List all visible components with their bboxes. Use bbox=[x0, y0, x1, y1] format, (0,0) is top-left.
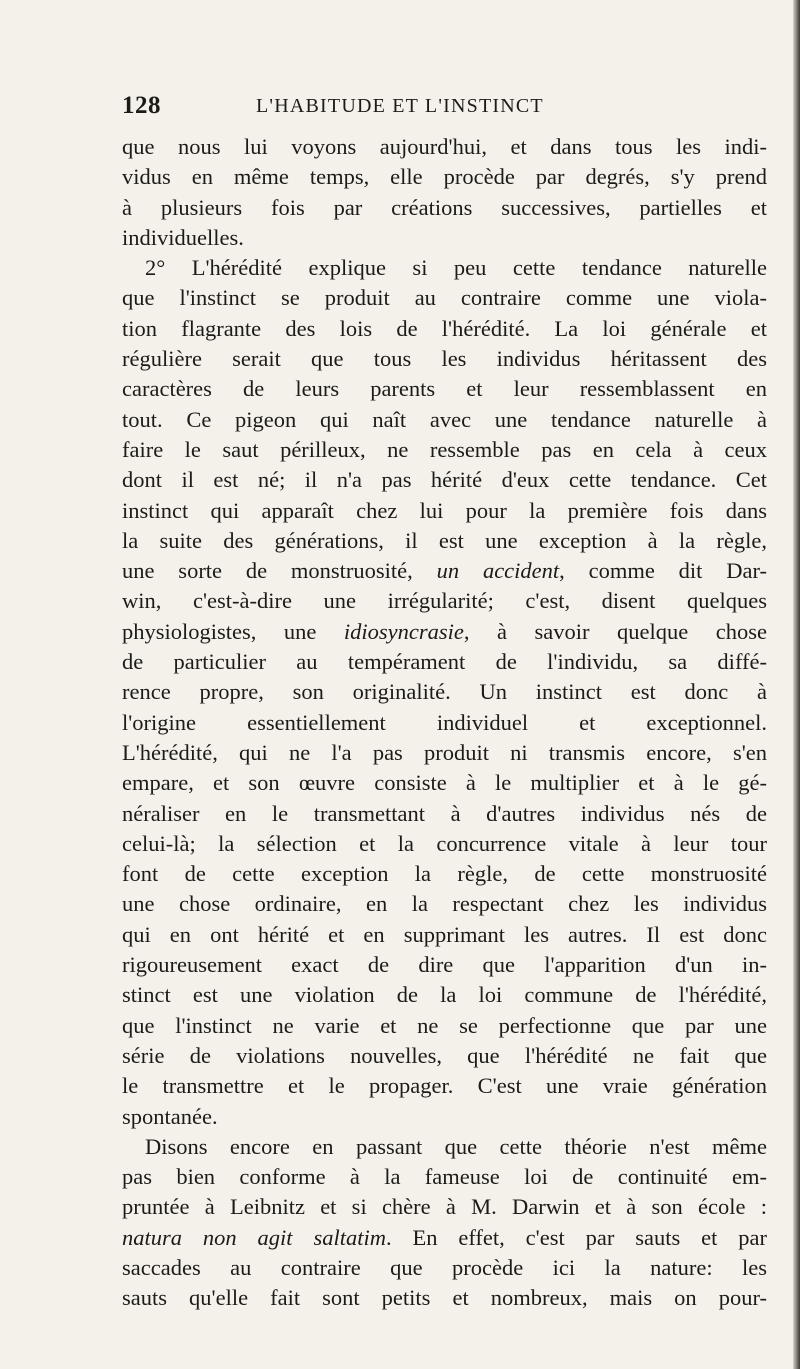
text-line: instinct qui apparaît chez lui pour la première fois dans bbox=[122, 497, 767, 523]
text-line: l'origine essentiellement individuel et exceptionnel. bbox=[122, 709, 767, 735]
text-line bbox=[122, 556, 767, 586]
text-line: que l'instinct se produit au contraire comme une viola- bbox=[122, 285, 767, 311]
body-text bbox=[122, 132, 767, 1314]
text-line: rigoureusement exact de dire que l'apparition d'un in- bbox=[122, 952, 767, 978]
text-line: win, c'est-à-dire une irrégularité; c'est, disent quelques bbox=[122, 588, 767, 614]
text-line: Disons encore en passant que cette théorie n'est même bbox=[145, 1133, 767, 1159]
text-line: le transmettre et le propager. C'est une vraie génération bbox=[122, 1073, 767, 1099]
text-line: dont il est né; il n'a pas hérité d'eux cette tendance. Cet bbox=[122, 467, 767, 493]
text-line: celui-là; la sélection et la concurrence vitale à leur tour bbox=[122, 830, 767, 856]
text-segment: . En effet, c'est par sauts et par bbox=[385, 1224, 767, 1250]
text-line: la suite des générations, il est une exception à la règle, bbox=[122, 527, 767, 553]
text-line: tout. Ce pigeon qui naît avec une tendance naturelle à bbox=[122, 406, 767, 432]
text-line: tion flagrante des lois de l'hérédité. La loi générale et bbox=[122, 315, 767, 341]
running-header bbox=[122, 92, 756, 122]
text-line: stinct est une violation de la loi commune de l'hérédité, bbox=[122, 982, 767, 1008]
text-line: 2° L'hérédité explique si peu cette tendance naturelle bbox=[145, 255, 767, 281]
page-edge-shadow bbox=[793, 0, 800, 1369]
text-line: que l'instinct ne varie et ne se perfectionne que par une bbox=[122, 1012, 767, 1038]
text-line: pruntée à Leibnitz et si chère à M. Darwin et à son école : bbox=[122, 1194, 767, 1220]
text-line: sauts qu'elle fait sont petits et nombreux, mais on pour- bbox=[122, 1285, 767, 1311]
text-segment: une sorte de monstruosité, bbox=[122, 558, 437, 584]
text-segment: , à savoir quelque chose bbox=[463, 618, 767, 644]
text-line bbox=[122, 617, 767, 647]
text-line: saccades au contraire que procède ici la nature: les bbox=[122, 1254, 767, 1280]
page-number: 128 bbox=[122, 92, 161, 119]
text-line: une chose ordinaire, en la respectant chez les individus bbox=[122, 891, 767, 917]
italic-text: un accident bbox=[436, 558, 560, 584]
italic-text: idiosyncrasie bbox=[343, 618, 464, 644]
running-title: L'HABITUDE ET L'INSTINCT bbox=[256, 95, 544, 117]
text-line: font de cette exception la règle, de cette monstruosité bbox=[122, 861, 767, 887]
text-line: individuelles. bbox=[122, 224, 244, 250]
text-line: pas bien conforme à la fameuse loi de continuité em- bbox=[122, 1164, 767, 1190]
text-line: de particulier au tempérament de l'individu, sa diffé- bbox=[122, 649, 767, 675]
text-line: spontanée. bbox=[122, 1103, 218, 1129]
text-line: L'hérédité, qui ne l'a pas produit ni transmis encore, s'en bbox=[122, 739, 767, 765]
text-line bbox=[122, 1223, 767, 1253]
text-line: empare, et son œuvre consiste à le multiplier et à le gé- bbox=[122, 770, 767, 796]
text-line: que nous lui voyons aujourd'hui, et dans tous les indi- bbox=[122, 134, 767, 159]
italic-text: natura non agit saltatim bbox=[122, 1224, 386, 1250]
text-line: rence propre, son originalité. Un instinct est donc à bbox=[122, 679, 767, 705]
text-line: à plusieurs fois par créations successives, partielles et bbox=[122, 194, 767, 220]
text-line: série de violations nouvelles, que l'hérédité ne fait que bbox=[122, 1042, 767, 1068]
text-line: néraliser en le transmettant à d'autres individus nés de bbox=[122, 800, 767, 826]
text-line: caractères de leurs parents et leur ressemblassent en bbox=[122, 376, 767, 402]
text-line: qui en ont hérité et en supprimant les autres. Il est donc bbox=[122, 921, 767, 947]
text-line: faire le saut périlleux, ne ressemble pas en cela à ceux bbox=[122, 436, 767, 462]
text-segment: physiologistes, une bbox=[122, 618, 344, 644]
text-segment: , comme dit Dar- bbox=[559, 558, 768, 584]
text-line: vidus en même temps, elle procède par degrés, s'y prend bbox=[122, 164, 767, 190]
text-line: régulière serait que tous les individus héritassent des bbox=[122, 346, 767, 372]
